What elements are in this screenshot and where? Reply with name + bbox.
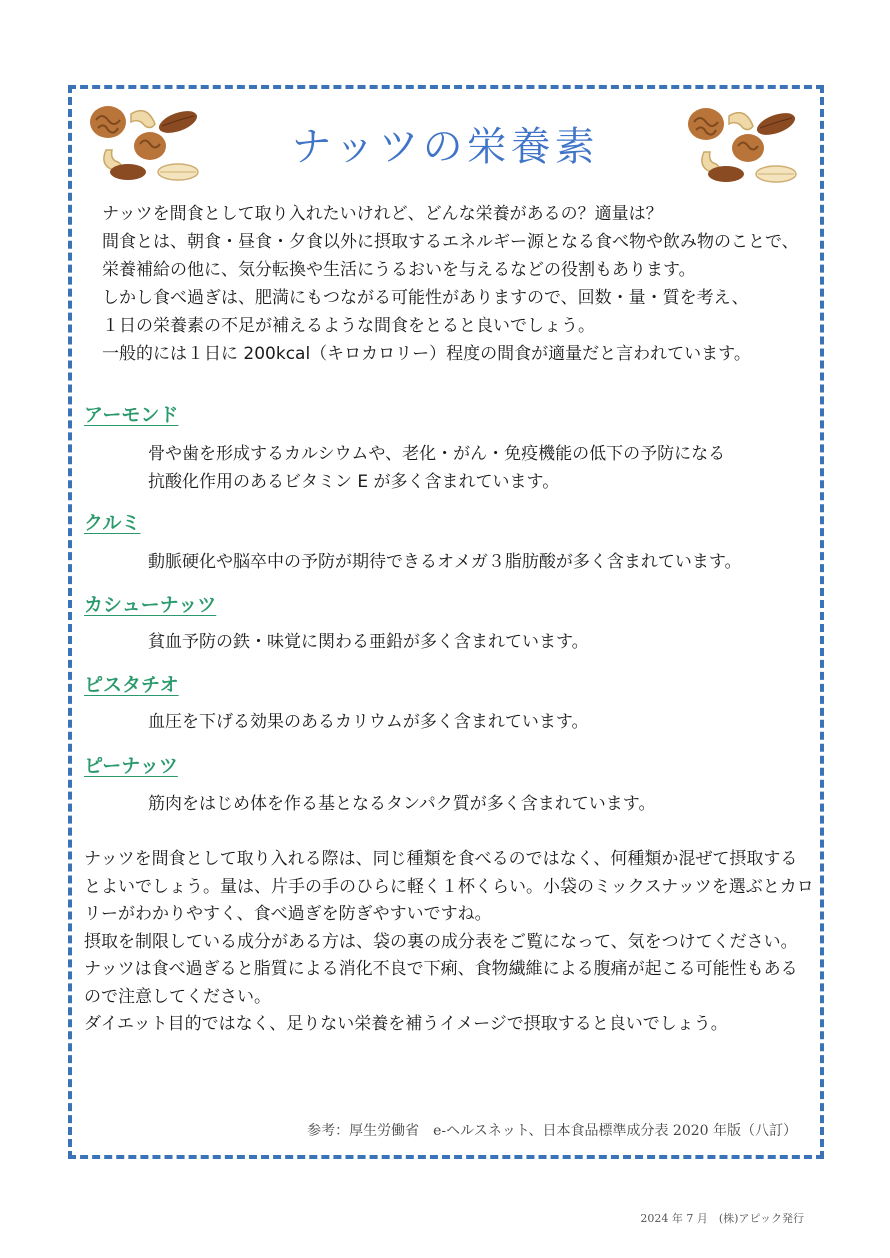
section-body-almond xyxy=(148,440,808,496)
section-body-peanut xyxy=(148,790,808,818)
intro-line: しかし食べ過ぎは、肥満にもつながる可能性がありますので、回数・量・質を考え、 xyxy=(102,288,749,308)
section-body-cashew xyxy=(148,628,808,656)
page-title: ナッツの栄養素 xyxy=(291,123,599,170)
closing-paragraph: ダイエット目的ではなく、足りない栄養を補うイメージで摂取すると良いでしょう。 xyxy=(84,1014,728,1034)
intro-line: 一般的には１日に 200kcal（キロカロリー）程度の間食が適量だと言われています。 xyxy=(102,344,751,364)
closing-text xyxy=(84,846,814,1039)
section-line: 血圧を下げる効果のあるカリウムが多く含まれています。 xyxy=(148,712,589,732)
closing-paragraph: 摂取を制限している成分がある方は、袋の裏の成分表をご覧になって、気をつけてください。 xyxy=(84,931,798,952)
section-line: 筋肉をはじめ体を作る基となるタンパク質が多く含まれています。 xyxy=(148,794,656,814)
section-heading-pistachio: ピスタチオ xyxy=(84,674,179,696)
section-heading-cashew: カシューナッツ xyxy=(84,594,217,616)
closing-paragraph: ナッツを間食として取り入れる際は、同じ種類を食べるのではなく、何種類か混ぜて摂取するとよいでしょう。量は、片手の手のひらに軽く１杯くらい。小袋のミックスナッツを選ぶとカロリーがわかりやすく、食べ過ぎを防ぎやすいですね。 xyxy=(84,849,814,924)
section-line: 抗酸化作用のあるビタミン E が多く含まれています。 xyxy=(148,472,560,492)
intro-text xyxy=(102,200,812,368)
reference-note: 参考：厚生労働省 e-ヘルスネット、日本食品標準成分表 2020 年版（八訂） xyxy=(307,1123,797,1139)
intro-line: １日の栄養素の不足が補えるような間食をとると良いでしょう。 xyxy=(102,316,595,336)
section-heading-walnut: クルミ xyxy=(84,512,141,534)
section-heading-almond: アーモンド xyxy=(84,404,179,426)
section-line: 動脈硬化や脳卒中の予防が期待できるオメガ３脂肪酸が多く含まれています。 xyxy=(148,552,742,572)
intro-line: 間食とは、朝食・昼食・夕食以外に摂取するエネルギー源となる食べ物や飲み物のことで、栄養補給の他に、気分転換や生活にうるおいを与えるなどの役割もあります。 xyxy=(102,232,799,280)
closing-paragraph: ナッツは食べ過ぎると脂質による消化不良で下痢、食物繊維による腹痛が起こる可能性もあるので注意してください。 xyxy=(84,959,798,1007)
footer-publisher: 2024 年 7 月 (株)アピック発行 xyxy=(640,1212,804,1225)
section-body-walnut xyxy=(148,548,808,576)
section-line: 骨や歯を形成するカルシウムや、老化・がん・免疫機能の低下の予防になる xyxy=(148,444,726,464)
section-line: 貧血予防の鉄・味覚に関わる亜鉛が多く含まれています。 xyxy=(148,632,589,652)
section-heading-peanut: ピーナッツ xyxy=(84,755,178,777)
intro-line: ナッツを間食として取り入れたいけれど、どんな栄養があるの？適量は？ xyxy=(102,204,663,224)
section-body-pistachio xyxy=(148,708,808,736)
